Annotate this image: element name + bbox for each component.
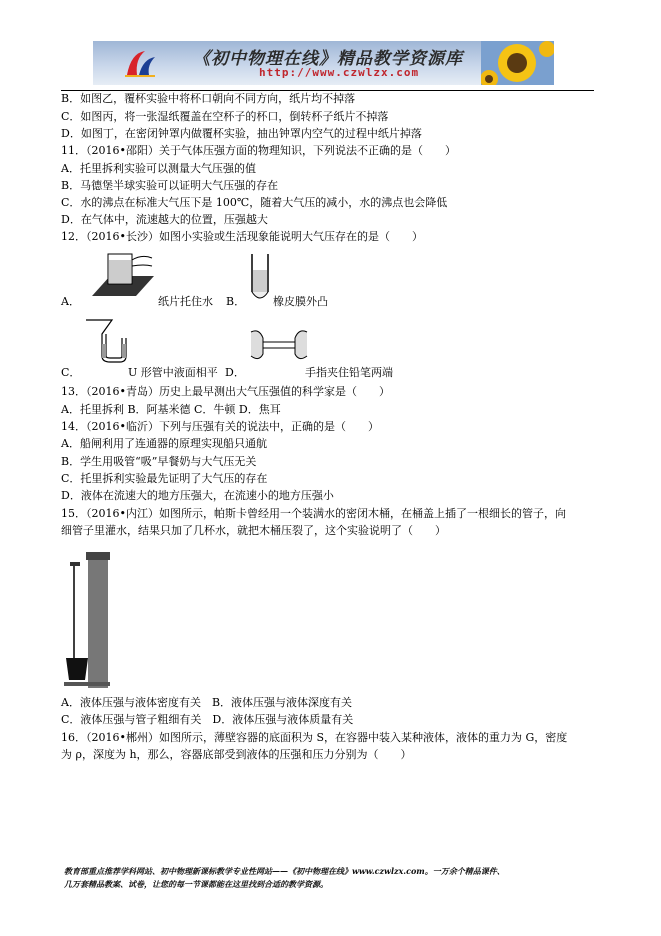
paper-holds-water-figure <box>88 250 156 298</box>
footer-line2: 几万套精品教案、试卷，让您的每一节课都能在这里找到合适的教学资源。 <box>64 879 328 889</box>
q11-option-a: A．托里拆利实验可以测量大气压强的值 <box>61 162 256 175</box>
q12-option-c-label: C． <box>61 366 81 379</box>
q12-option-b-label: B． <box>226 295 246 308</box>
rubber-membrane-figure <box>247 252 273 306</box>
q13-options: A．托里拆利 B．阿基米德 C．牛顿 D．焦耳 <box>61 403 281 416</box>
q14-stem: 14．（2016•临沂）下列与压强有关的说法中，正确的是（ ） <box>61 420 379 433</box>
q12-option-d-caption: 手指夹住铅笔两端 <box>305 366 393 379</box>
q16-stem-line2: 为 ρ，深度为 h，那么，容器底部受到液体的压强和压力分别为（ ） <box>61 748 412 761</box>
q16-stem-line1: 16．（2016•郴州）如图所示，薄壁容器的底面积为 S，在容器中装入某种液体，液体的重力为 G，密度 <box>61 731 568 744</box>
header-divider <box>61 90 594 91</box>
q15-stem-line1: 15．（2016•内江）如图所示，帕斯卡曾经用一个装满水的密闭木桶，在桶盖上插了一根细长的管子，向 <box>61 507 566 520</box>
q10-option-c: C．如图丙，将一张湿纸覆盖在空杯子的杯口，倒转杯子纸片不掉落 <box>61 110 389 123</box>
footer-line1: 教育部重点推荐学科网站、初中物理新课标教学专业性网站——《初中物理在线》www.czwlzx.com。一万余个精品课件、 <box>64 866 505 876</box>
q15-options-ab: A．液体压强与液体密度有关 B．液体压强与液体深度有关 <box>61 696 353 709</box>
q12-option-d-label: D． <box>225 366 245 379</box>
q10-option-d: D．如图丁，在密闭钟罩内做覆杯实验，抽出钟罩内空气的过程中纸片掉落 <box>61 127 422 140</box>
q12-option-a-caption: 纸片托住水 <box>158 295 213 308</box>
q11-stem: 11．（2016•邵阳）关于气体压强方面的物理知识，下列说法不正确的是（ ） <box>61 144 456 157</box>
pencil-fingers-figure <box>249 326 309 364</box>
q14-option-c: C．托里拆利实验最先证明了大气压的存在 <box>61 472 268 485</box>
q14-option-a: A．船闸利用了连通器的原理实现船只通航 <box>61 437 267 450</box>
q11-option-d: D．在气体中，流速越大的位置，压强越大 <box>61 213 268 226</box>
u-tube-figure <box>82 316 132 366</box>
sunflower-image <box>481 41 554 85</box>
q15-stem-line2: 细管子里灌水，结果只加了几杯水，就把木桶压裂了，这个实验说明了（ ） <box>61 524 446 537</box>
q11-option-b: B．马德堡半球实验可以证明大气压强的存在 <box>61 179 279 192</box>
q13-stem: 13．（2016•青岛）历史上最早测出大气压强值的科学家是（ ） <box>61 385 390 398</box>
banner-url: http://www.czwlzx.com <box>259 66 420 79</box>
q15-options-cd: C．液体压强与管子粗细有关 D．液体压强与液体质量有关 <box>61 713 354 726</box>
q11-option-c: C．水的沸点在标准大气压下是 100℃，随着大气压的减小，水的沸点也会降低 <box>61 196 448 209</box>
header-banner <box>93 41 554 85</box>
pascal-barrel-figure <box>62 548 112 688</box>
q12-option-b-caption: 橡皮膜外凸 <box>273 295 328 308</box>
q12-stem: 12．（2016•长沙）如图小实验或生活现象能说明大气压存在的是（ ） <box>61 230 423 243</box>
q10-option-b: B．如图乙，覆杯实验中将杯口朝向不同方向，纸片均不掉落 <box>61 92 356 105</box>
banner-title: 《初中物理在线》精品教学资源库 <box>193 49 463 69</box>
q14-option-b: B．学生用吸管“吸”早餐奶与大气压无关 <box>61 455 257 468</box>
q12-option-a-label: A． <box>61 295 80 308</box>
q12-option-c-caption: U 形管中液面相平 <box>128 366 218 379</box>
site-logo-icon <box>123 47 157 79</box>
q14-option-d: D．液体在流速大的地方压强大，在流速小的地方压强小 <box>61 489 334 502</box>
